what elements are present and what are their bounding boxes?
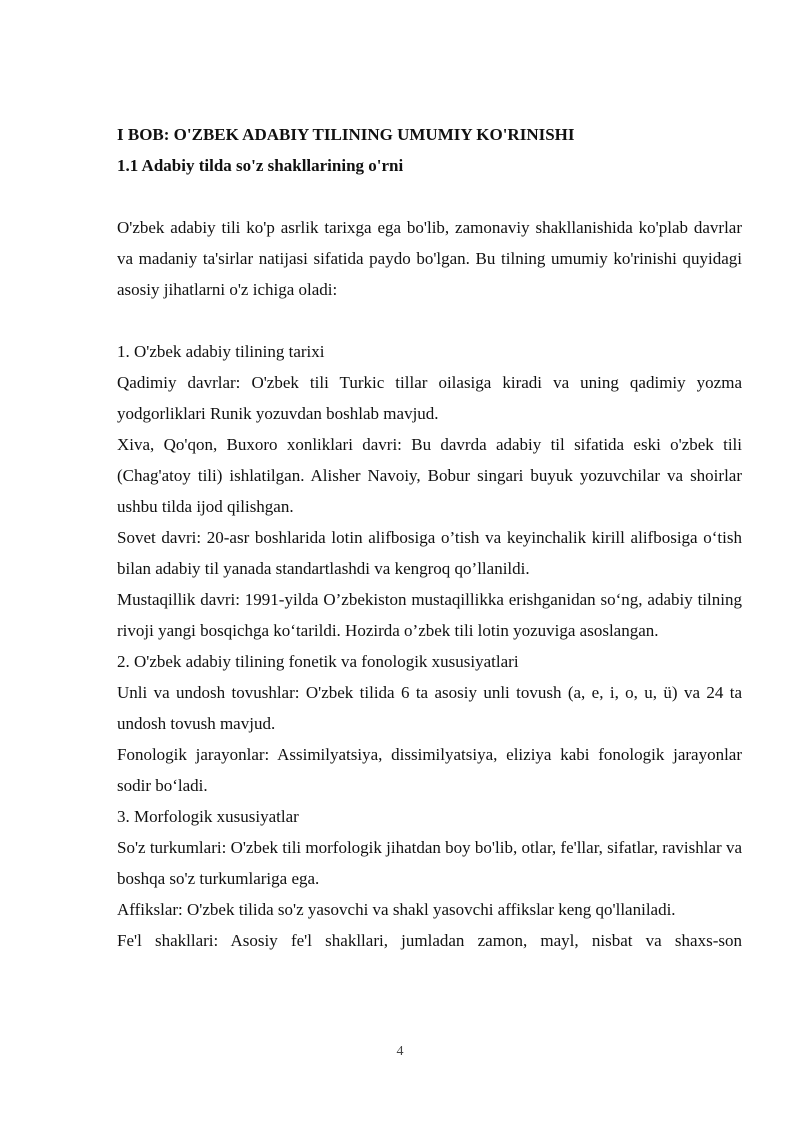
paragraph-khanates-period: Xiva, Qo'qon, Buxoro xonliklari davri: Bu davrda adabiy til sifatida eski o'zbek tili (Chag'atoy tili) ishlatilgan. Alisher Navoiy, Bobur singari buyuk yozuvchilar va shoirlar ushbu tilda ijod qilishgan. [117, 435, 742, 516]
spacer [117, 305, 742, 336]
intro-paragraph: O'zbek adabiy tili ko'p asrlik tarixga ega bo'lib, zamonaviy shakllanishida ko'plab davrlar va madaniy ta'sirlar natijasi sifatida paydo bo'lgan. Bu tilning umumiy ko'rinishi quyidagi asosiy jihatlarni o'z ichiga oladi: [117, 218, 742, 299]
paragraph-ancient-period: Qadimiy davrlar: O'zbek tili Turkic tillar oilasiga kiradi va uning qadimiy yozma yodgorliklari Runik yozuvdan boshlab mavjud. [117, 373, 742, 423]
paragraph-word-classes: So'z turkumlari: O'zbek tili morfologik jihatdan boy bo'lib, otlar, fe'llar, sifatlar, ravishlar va boshqa so'z turkumlariga ega. [117, 838, 742, 888]
spacer [117, 181, 742, 212]
page-content [117, 119, 742, 956]
heading-phonetics: 2. O'zbek adabiy tilining fonetik va fonologik xususiyatlari [117, 652, 519, 671]
paragraph-phonological-processes: Fonologik jarayonlar: Assimilyatsiya, dissimilyatsiya, eliziya kabi fonologik jarayonlar sodir bo‘ladi. [117, 745, 742, 795]
paragraph-soviet-period: Sovet davri: 20-asr boshlarida lotin alifbosiga o’tish va keyinchalik kirill alifbosiga o‘tish bilan adabiy til yanada standartlashdi va kengroq qo’llanildi. [117, 528, 742, 578]
paragraph-vowels-consonants: Unli va undosh tovushlar: O'zbek tilida 6 ta asosiy unli tovush (a, e, i, o, u, ü) va 24 ta undosh tovush mavjud. [117, 683, 742, 733]
paragraph-verb-forms: Fe'l shakllari: Asosiy fe'l shakllari, jumladan zamon, mayl, nisbat va shaxs-son [117, 931, 742, 950]
page-number: 4 [396, 1044, 404, 1059]
section-title: 1.1 Adabiy tilda so'z shakllarining o'rni [117, 156, 404, 175]
chapter-title: I BOB: O'ZBEK ADABIY TILINING UMUMIY KO'RINISHI [117, 125, 575, 144]
paragraph-independence-period: Mustaqillik davri: 1991-yilda O’zbekiston mustaqillikka erishganidan so‘ng, adabiy tilning rivoji yangi bosqichga ko‘tarildi. Hozirda o’zbek tili lotin yozuviga asoslangan. [117, 590, 742, 640]
heading-morphology: 3. Morfologik xususiyatlar [117, 807, 299, 826]
paragraph-affixes: Affikslar: O'zbek tilida so'z yasovchi va shakl yasovchi affikslar keng qo'llaniladi. [117, 900, 676, 919]
heading-history: 1. O'zbek adabiy tilining tarixi [117, 342, 325, 361]
